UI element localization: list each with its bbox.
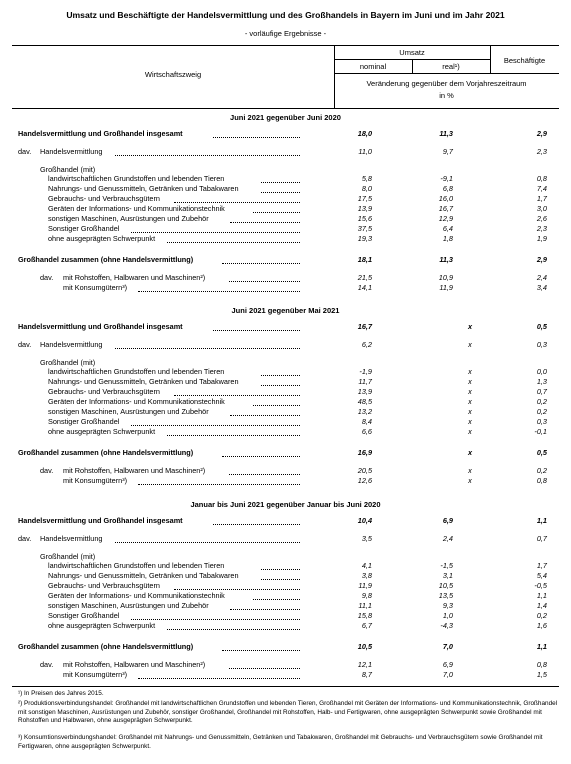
cell-nominal: -1,9: [359, 367, 372, 376]
footnote: ²) Produktionsverbindungshandel: Großhandel mit landwirtschaftlichen Grundstoffen und lebenden Tieren, Großhandel mit Geräten der Informations- und Kommunikationstechnik, Großhandel mit sonstigen Maschinen, Ausrüstungen und Zubehör, sonstiger Großhandel, Großhandel mit Rohstoffen, Halb- und Fertigwaren, ohne ausgeprägten Schwerpunkt sowie Großhandel mit Rohstoffen und Halbwaren, ohne ausgeprägten Schwerpunkt.: [18, 700, 558, 725]
row-prefix: dav.: [18, 147, 32, 156]
row-label: Großhandel (mit): [40, 552, 96, 561]
header-employees: Beschäftigte: [503, 56, 546, 65]
cell-real: -9,1: [440, 174, 453, 183]
cell-employees: 3,0: [536, 204, 547, 213]
cell-nominal: 9,8: [361, 591, 372, 600]
cell-employees: 1,3: [536, 377, 547, 386]
cell-nominal: 3,5: [361, 534, 372, 543]
dot-leader: [261, 579, 300, 580]
header-nominal: nominal: [359, 62, 387, 71]
dot-leader: [115, 542, 300, 543]
table-row: [0, 147, 571, 158]
cell-nominal: 48,5: [357, 397, 372, 406]
cell-real: -4,3: [440, 621, 453, 630]
dot-leader: [167, 435, 300, 436]
dot-leader: [261, 375, 300, 376]
table-row: [0, 670, 571, 681]
cell-nominal: 15,8: [357, 611, 372, 620]
cell-nominal: 18,0: [357, 129, 372, 138]
cell-real: 12,9: [438, 214, 453, 223]
section-title: Juni 2021 gegenüber Mai 2021: [231, 306, 340, 315]
row-label: sonstigen Maschinen, Ausrüstungen und Zubehör: [48, 214, 209, 223]
dot-leader: [174, 589, 300, 590]
row-label: Gebrauchs- und Verbrauchsgütern: [48, 581, 160, 590]
cell-employees: 3,4: [536, 283, 547, 292]
dot-leader: [213, 137, 300, 138]
row-label: mit Rohstoffen, Halbwaren und Maschinen²): [63, 660, 206, 669]
cell-nominal: 21,5: [357, 273, 372, 282]
cell-nominal: 13,9: [357, 204, 372, 213]
table-row: [0, 234, 571, 245]
dot-leader: [115, 348, 300, 349]
table-row: [0, 129, 571, 140]
dot-leader: [131, 425, 300, 426]
cell-real: 11,9: [439, 283, 453, 292]
cell-employees: 2,6: [536, 214, 547, 223]
dot-leader: [261, 385, 300, 386]
table-row: [0, 642, 571, 653]
row-prefix: dav.: [18, 534, 32, 543]
row-label: landwirtschaftlichen Grundstoffen und lebenden Tieren: [48, 367, 225, 376]
cell-employees: 0,5: [536, 322, 547, 331]
cell-employees: 7,4: [536, 184, 547, 193]
row-label: Gebrauchs- und Verbrauchsgütern: [48, 387, 160, 396]
row-label: mit Konsumgütern³): [63, 476, 128, 485]
cell-employees: 1,4: [536, 601, 547, 610]
cell-employees: 0,2: [536, 611, 547, 620]
cell-nominal: 11,9: [358, 581, 372, 590]
row-label: sonstigen Maschinen, Ausrüstungen und Zubehör: [48, 601, 209, 610]
dot-leader: [174, 202, 300, 203]
table-row: [0, 340, 571, 351]
row-prefix: dav.: [40, 660, 54, 669]
cell-employees: 0,7: [536, 387, 547, 396]
dot-leader: [131, 619, 300, 620]
cell-employees: 5,4: [536, 571, 547, 580]
cell-employees: 0,8: [536, 660, 547, 669]
dot-leader: [229, 474, 300, 475]
cell-real: 13,5: [438, 591, 453, 600]
dot-leader: [174, 395, 300, 396]
table-row: [0, 448, 571, 459]
cell-real: 16,7: [438, 204, 453, 213]
cell-nominal: 18,1: [357, 255, 372, 264]
cell-employees: 1,6: [536, 621, 547, 630]
cell-nominal: 11,0: [358, 147, 372, 156]
cell-employees: 0,8: [536, 476, 547, 485]
header-real: real¹): [442, 62, 460, 71]
cell-employees: 0,2: [536, 466, 547, 475]
cell-real: 2,4: [442, 534, 453, 543]
row-prefix: dav.: [40, 273, 54, 282]
cell-real: 10,5: [438, 581, 453, 590]
row-label: ohne ausgeprägten Schwerpunkt: [48, 621, 156, 630]
cell-employees: -0,1: [534, 427, 547, 436]
table-row: [0, 427, 571, 438]
cell-nominal: 3,8: [361, 571, 372, 580]
dot-leader: [138, 291, 300, 292]
dot-leader: [253, 599, 300, 600]
dot-leader: [253, 212, 300, 213]
dot-leader: [131, 232, 300, 233]
row-label: Großhandel (mit): [40, 358, 96, 367]
cell-nominal: 17,5: [357, 194, 372, 203]
cell-real: 7,0: [442, 670, 453, 679]
row-label: ohne ausgeprägten Schwerpunkt: [48, 427, 156, 436]
footnote: ¹) In Preisen des Jahres 2015.: [18, 690, 104, 697]
row-label: Handelsvermittlung und Großhandel insgesamt: [18, 516, 183, 525]
row-label: landwirtschaftlichen Grundstoffen und lebenden Tieren: [48, 174, 225, 183]
cell-employees: 0,3: [536, 417, 547, 426]
dot-leader: [222, 650, 300, 651]
row-prefix: dav.: [18, 340, 32, 349]
table-row: [0, 534, 571, 545]
cell-real: x: [468, 466, 472, 475]
row-label: Großhandel (mit): [40, 165, 96, 174]
dot-leader: [222, 456, 300, 457]
dot-leader: [115, 155, 300, 156]
cell-real: 16,0: [438, 194, 453, 203]
cell-employees: 0,7: [536, 534, 547, 543]
cell-real: 10,9: [438, 273, 453, 282]
dot-leader: [230, 222, 300, 223]
row-label: Handelsvermittlung: [40, 534, 103, 543]
row-label: Großhandel zusammen (ohne Handelsvermittlung): [18, 642, 194, 651]
cell-employees: 2,3: [536, 147, 547, 156]
cell-real: 6,8: [442, 184, 453, 193]
table-row: [0, 283, 571, 294]
cell-employees: 1,1: [536, 516, 547, 525]
section-title: Januar bis Juni 2021 gegenüber Januar bis Juni 2020: [190, 500, 381, 509]
cell-employees: 0,0: [536, 367, 547, 376]
table-row: [0, 621, 571, 632]
dot-leader: [138, 678, 300, 679]
table-row: [0, 476, 571, 487]
cell-real: -1,5: [440, 561, 453, 570]
dot-leader: [229, 281, 300, 282]
header-branch: Wirtschaftszweig: [144, 70, 202, 79]
cell-nominal: 13,2: [357, 407, 372, 416]
section-title: Juni 2021 gegenüber Juni 2020: [230, 113, 341, 122]
dot-leader: [167, 629, 300, 630]
row-label: Geräten der Informations- und Kommunikationstechnik: [48, 397, 225, 406]
cell-nominal: 16,7: [357, 322, 372, 331]
cell-employees: 0,8: [536, 174, 547, 183]
row-label: mit Konsumgütern³): [63, 283, 128, 292]
cell-real: x: [468, 377, 472, 386]
cell-employees: 2,4: [536, 273, 547, 282]
cell-real: 6,9: [442, 516, 453, 525]
cell-real: x: [468, 476, 472, 485]
dot-leader: [261, 192, 300, 193]
dot-leader: [230, 415, 300, 416]
row-label: Geräten der Informations- und Kommunikationstechnik: [48, 591, 225, 600]
dot-leader: [167, 242, 300, 243]
cell-nominal: 20,5: [357, 466, 372, 475]
cell-employees: 0,5: [536, 448, 547, 457]
cell-nominal: 11,1: [358, 601, 372, 610]
row-label: Großhandel zusammen (ohne Handelsvermittlung): [18, 255, 194, 264]
cell-nominal: 12,1: [357, 660, 372, 669]
cell-real: x: [468, 417, 472, 426]
cell-real: x: [468, 427, 472, 436]
cell-nominal: 19,3: [357, 234, 372, 243]
cell-nominal: 6,6: [361, 427, 372, 436]
dot-leader: [213, 330, 300, 331]
cell-employees: 0,3: [536, 340, 547, 349]
cell-nominal: 15,6: [357, 214, 372, 223]
cell-nominal: 8,7: [361, 670, 372, 679]
row-label: Sonstiger Großhandel: [48, 417, 120, 426]
cell-real: 9,7: [442, 147, 453, 156]
cell-employees: 1,7: [536, 194, 547, 203]
table-row: [0, 322, 571, 333]
row-label: Gebrauchs- und Verbrauchsgütern: [48, 194, 160, 203]
row-label: Nahrungs- und Genussmitteln, Getränken und Tabakwaren: [48, 377, 239, 386]
cell-employees: 2,9: [536, 255, 547, 264]
cell-employees: 1,7: [536, 561, 547, 570]
row-label: sonstigen Maschinen, Ausrüstungen und Zubehör: [48, 407, 209, 416]
cell-employees: 1,5: [536, 670, 547, 679]
row-label: Geräten der Informations- und Kommunikationstechnik: [48, 204, 225, 213]
table-title: Umsatz und Beschäftigte der Handelsvermittlung und des Großhandels in Bayern im Juni und im Jahr 2021: [66, 10, 505, 20]
cell-employees: 1,1: [536, 591, 547, 600]
cell-real: x: [468, 397, 472, 406]
cell-employees: 1,1: [536, 642, 547, 651]
cell-real: x: [468, 367, 472, 376]
cell-real: 9,3: [442, 601, 453, 610]
cell-employees: 2,3: [536, 224, 547, 233]
cell-nominal: 4,1: [361, 561, 372, 570]
dot-leader: [261, 182, 300, 183]
cell-real: 3,1: [442, 571, 453, 580]
cell-real: 11,3: [439, 255, 453, 264]
cell-employees: 0,2: [536, 407, 547, 416]
table-row: [0, 516, 571, 527]
row-label: Handelsvermittlung und Großhandel insgesamt: [18, 129, 183, 138]
dot-leader: [253, 405, 300, 406]
header-change: Veränderung gegenüber dem Vorjahreszeitraum: [366, 79, 527, 88]
cell-nominal: 5,8: [361, 174, 372, 183]
footnote: ³) Konsumtionsverbindungshandel: Großhandel mit Nahrungs- und Genussmitteln, Getränken und Tabakwaren, Großhandel mit Gebrauchs- und Verbrauchsgütern sowie Großhandel mit Fertigwaren, ohne ausgeprägten Schwerpunkt.: [18, 734, 543, 750]
row-label: Nahrungs- und Genussmitteln, Getränken und Tabakwaren: [48, 571, 239, 580]
row-label: landwirtschaftlichen Grundstoffen und lebenden Tieren: [48, 561, 225, 570]
cell-nominal: 8,4: [361, 417, 372, 426]
dot-leader: [222, 263, 300, 264]
cell-real: x: [467, 448, 473, 457]
cell-nominal: 13,9: [357, 387, 372, 396]
cell-nominal: 10,4: [357, 516, 372, 525]
cell-nominal: 8,0: [361, 184, 372, 193]
cell-nominal: 37,5: [357, 224, 372, 233]
cell-nominal: 16,9: [357, 448, 372, 457]
dot-leader: [229, 668, 300, 669]
cell-real: 11,3: [439, 129, 453, 138]
cell-real: 1,0: [442, 611, 453, 620]
row-label: Nahrungs- und Genussmitteln, Getränken und Tabakwaren: [48, 184, 239, 193]
row-label: Sonstiger Großhandel: [48, 611, 120, 620]
dot-leader: [230, 609, 300, 610]
row-label: mit Rohstoffen, Halbwaren und Maschinen²): [63, 466, 206, 475]
cell-nominal: 11,7: [358, 377, 372, 386]
row-label: Handelsvermittlung und Großhandel insgesamt: [18, 322, 183, 331]
cell-nominal: 14,1: [357, 283, 372, 292]
row-label: mit Konsumgütern³): [63, 670, 128, 679]
cell-real: x: [467, 322, 473, 331]
row-label: Sonstiger Großhandel: [48, 224, 120, 233]
dot-leader: [213, 524, 300, 525]
dot-leader: [261, 569, 300, 570]
cell-nominal: 6,2: [361, 340, 372, 349]
row-label: mit Rohstoffen, Halbwaren und Maschinen²): [63, 273, 206, 282]
cell-real: 6,4: [442, 224, 453, 233]
cell-real: x: [468, 340, 472, 349]
header-umsatz: Umsatz: [399, 48, 425, 57]
cell-real: 1,8: [442, 234, 453, 243]
row-label: Handelsvermittlung: [40, 340, 103, 349]
cell-employees: -0,5: [534, 581, 547, 590]
table-subtitle: - vorläufige Ergebnisse -: [244, 29, 327, 38]
row-label: Großhandel zusammen (ohne Handelsvermittlung): [18, 448, 194, 457]
cell-employees: 0,2: [536, 397, 547, 406]
table-row: [0, 255, 571, 266]
row-label: ohne ausgeprägten Schwerpunkt: [48, 234, 156, 243]
cell-real: 6,9: [442, 660, 453, 669]
dot-leader: [138, 484, 300, 485]
cell-real: 7,0: [442, 642, 453, 651]
cell-nominal: 6,7: [361, 621, 372, 630]
cell-employees: 1,9: [536, 234, 547, 243]
row-label: Handelsvermittlung: [40, 147, 103, 156]
row-prefix: dav.: [40, 466, 54, 475]
cell-real: x: [468, 407, 472, 416]
header-unit: in %: [439, 91, 454, 100]
cell-nominal: 10,5: [357, 642, 372, 651]
cell-nominal: 12,6: [357, 476, 372, 485]
cell-real: x: [468, 387, 472, 396]
cell-employees: 2,9: [536, 129, 547, 138]
